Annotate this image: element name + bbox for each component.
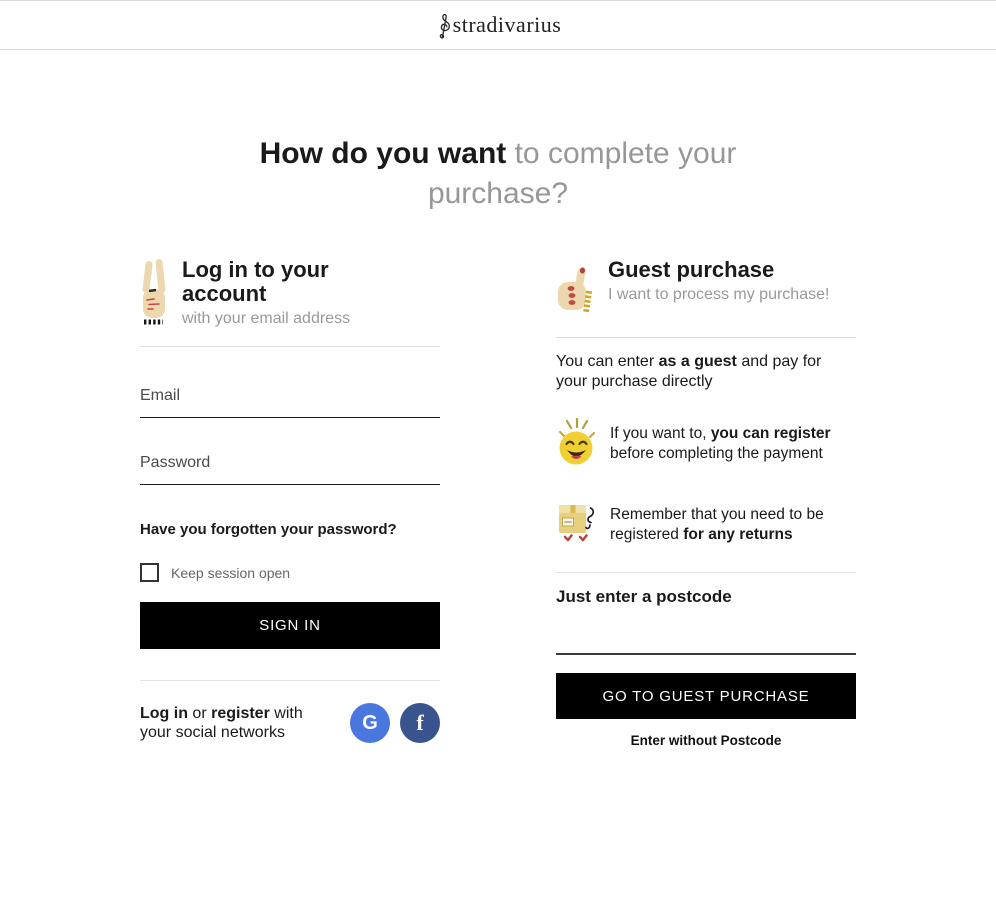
point2-bold: for any returns [683,525,793,543]
postcode-heading: Just enter a postcode [556,587,732,606]
login-divider [140,680,440,681]
keep-session-checkbox[interactable] [140,563,159,582]
page-title-bold: How do you want [259,137,507,170]
login-heading: Log in to your account [182,257,329,306]
guest-heading: Guest purchase [608,257,775,282]
social-login-row [140,703,440,743]
treble-clef-icon [435,11,452,39]
login-subheading: with your email address [182,310,351,327]
guest-header-text [596,258,829,304]
guest-section [556,258,856,748]
login-section-header [140,258,440,347]
google-login-icon[interactable]: G [350,703,390,743]
point1-pre: If you want to, [610,425,711,442]
guest-section-header [556,258,856,338]
guest-point-returns-text [610,499,835,544]
laughing-face-icon [556,418,598,473]
header [0,0,996,50]
forgot-password-link[interactable]: Have you forgotten your password? [140,521,397,538]
guest-intro-post: and pay for your purchase directly [556,353,822,390]
keep-session-row[interactable] [140,563,440,582]
logo-text: stradivarius [452,12,562,37]
sign-in-button[interactable]: SIGN IN [140,602,440,649]
email-field[interactable] [140,381,440,418]
go-to-guest-purchase-button[interactable]: GO TO GUEST PURCHASE [556,673,856,719]
point2-pre: Remember that you need to be registered [610,506,824,543]
guest-divider [556,572,856,573]
stradivarius-logo[interactable] [435,11,562,39]
main-content [140,258,856,748]
keep-session-label: Keep session open [171,564,291,581]
guest-point-register [556,418,856,473]
social-text-login: Log in [140,705,188,722]
point1-post: before completing the payment [610,444,823,462]
package-icon [556,499,598,550]
enter-without-postcode-link[interactable]: Enter without Postcode [630,733,782,748]
social-login-text [140,704,336,742]
guest-point-register-text [610,418,835,463]
facebook-login-icon[interactable]: f [400,703,440,743]
social-text-rest: with your social networks [140,705,303,741]
page-title-light: to complete your purchase? [427,137,737,210]
guest-subheading: I want to process my purchase! [608,286,830,303]
guest-intro [556,352,856,392]
guest-point-returns [556,499,856,550]
login-header-text [170,258,367,328]
point1-bold: you can register [710,425,831,442]
password-field[interactable] [140,448,440,485]
social-text-or: or [187,705,212,722]
victory-hand-icon [140,258,170,337]
social-text-register: register [211,705,270,722]
page-title [198,134,798,214]
thumbs-up-icon [556,258,596,327]
guest-intro-pre: You can enter [556,353,659,370]
login-section [140,258,440,743]
postcode-input[interactable] [556,611,856,655]
social-icons [350,703,440,743]
guest-intro-bold: as a guest [658,353,737,370]
